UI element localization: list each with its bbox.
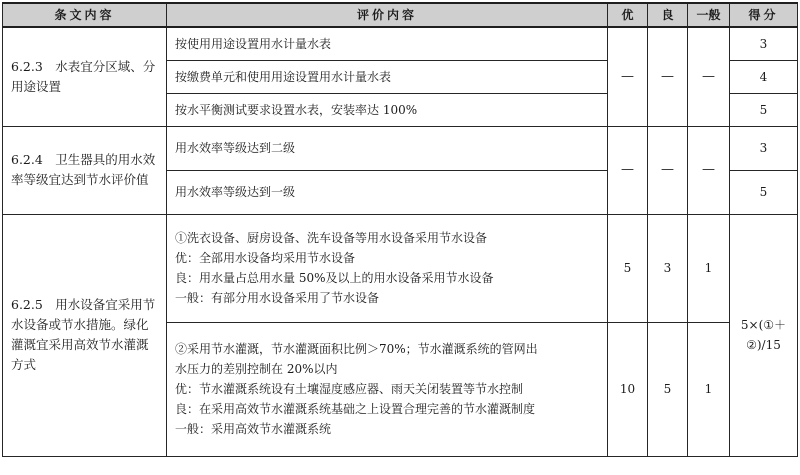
- score-formula: 5×(①＋②)/15: [730, 214, 798, 456]
- header-evaluation: 评价内容: [167, 3, 608, 27]
- eval-cell: [167, 322, 608, 456]
- item-1-line: 一般：有部分用水设备采用了节水设备: [175, 291, 380, 305]
- eval-cell: 按使用用途设置用水计量水表: [167, 27, 608, 60]
- score-cell: 5: [730, 170, 798, 214]
- table-row: [3, 126, 798, 170]
- header-excellent: 优: [608, 3, 648, 27]
- eval-cell: 按水平衡测试要求设置水表，安装率达 100%: [167, 93, 608, 126]
- excellent-cell: —: [608, 126, 648, 214]
- item-1-line: 优：全部用水设备均采用节水设备: [175, 251, 356, 265]
- good-cell: —: [648, 126, 688, 214]
- general-cell: —: [688, 27, 730, 126]
- item-2-line: 优：节水灌溉系统设有土壤湿度感应器、雨天关闭装置等节水控制: [175, 382, 524, 396]
- table-row: [3, 214, 798, 322]
- good-cell: —: [648, 27, 688, 126]
- item-1-line: ①洗衣设备、厨房设备、洗车设备等用水设备采用节水设备: [175, 231, 488, 245]
- general-cell: —: [688, 126, 730, 214]
- header-good: 良: [648, 3, 688, 27]
- score-cell: 3: [730, 27, 798, 60]
- item-2-line: ②采用节水灌溉，节水灌溉面积比例＞70%；节水灌溉系统的管网出: [175, 342, 538, 356]
- item-2-line: 一般：采用高效节水灌溉系统: [175, 422, 332, 436]
- excellent-cell: 5: [608, 214, 648, 322]
- clause-6-2-5: 6.2.5 用水设备宜采用节水设备或节水措施。绿化灌溉宜采用高效节水灌溉方式: [3, 214, 167, 456]
- evaluation-table: [2, 2, 798, 457]
- header-general: 一般: [688, 3, 730, 27]
- score-cell: 5: [730, 93, 798, 126]
- eval-cell: 用水效率等级达到一级: [167, 170, 608, 214]
- item-2-line: 良：在采用高效节水灌溉系统基础之上设置合理完善的节水灌溉制度: [175, 402, 536, 416]
- item-2-line: 水压力的差别控制在 20%以内: [175, 362, 338, 376]
- excellent-cell: —: [608, 27, 648, 126]
- good-cell: 5: [648, 322, 688, 456]
- general-cell: 1: [688, 214, 730, 322]
- score-cell: 3: [730, 126, 798, 170]
- eval-cell: 用水效率等级达到二级: [167, 126, 608, 170]
- clause-6-2-3: 6.2.3 水表宜分区域、分用途设置: [3, 27, 167, 126]
- header-score: 得分: [730, 3, 798, 27]
- eval-cell: [167, 214, 608, 322]
- good-cell: 3: [648, 214, 688, 322]
- header-clause: 条文内容: [3, 3, 167, 27]
- general-cell: 1: [688, 322, 730, 456]
- eval-cell: 按缴费单元和使用用途设置用水计量水表: [167, 60, 608, 93]
- score-cell: 4: [730, 60, 798, 93]
- excellent-cell: 10: [608, 322, 648, 456]
- table-row: [3, 27, 798, 60]
- table-header: [3, 3, 798, 27]
- clause-6-2-4: 6.2.4 卫生器具的用水效率等级宜达到节水评价值: [3, 126, 167, 214]
- item-1-line: 良：用水量占总用水量 50%及以上的用水设备采用节水设备: [175, 271, 494, 285]
